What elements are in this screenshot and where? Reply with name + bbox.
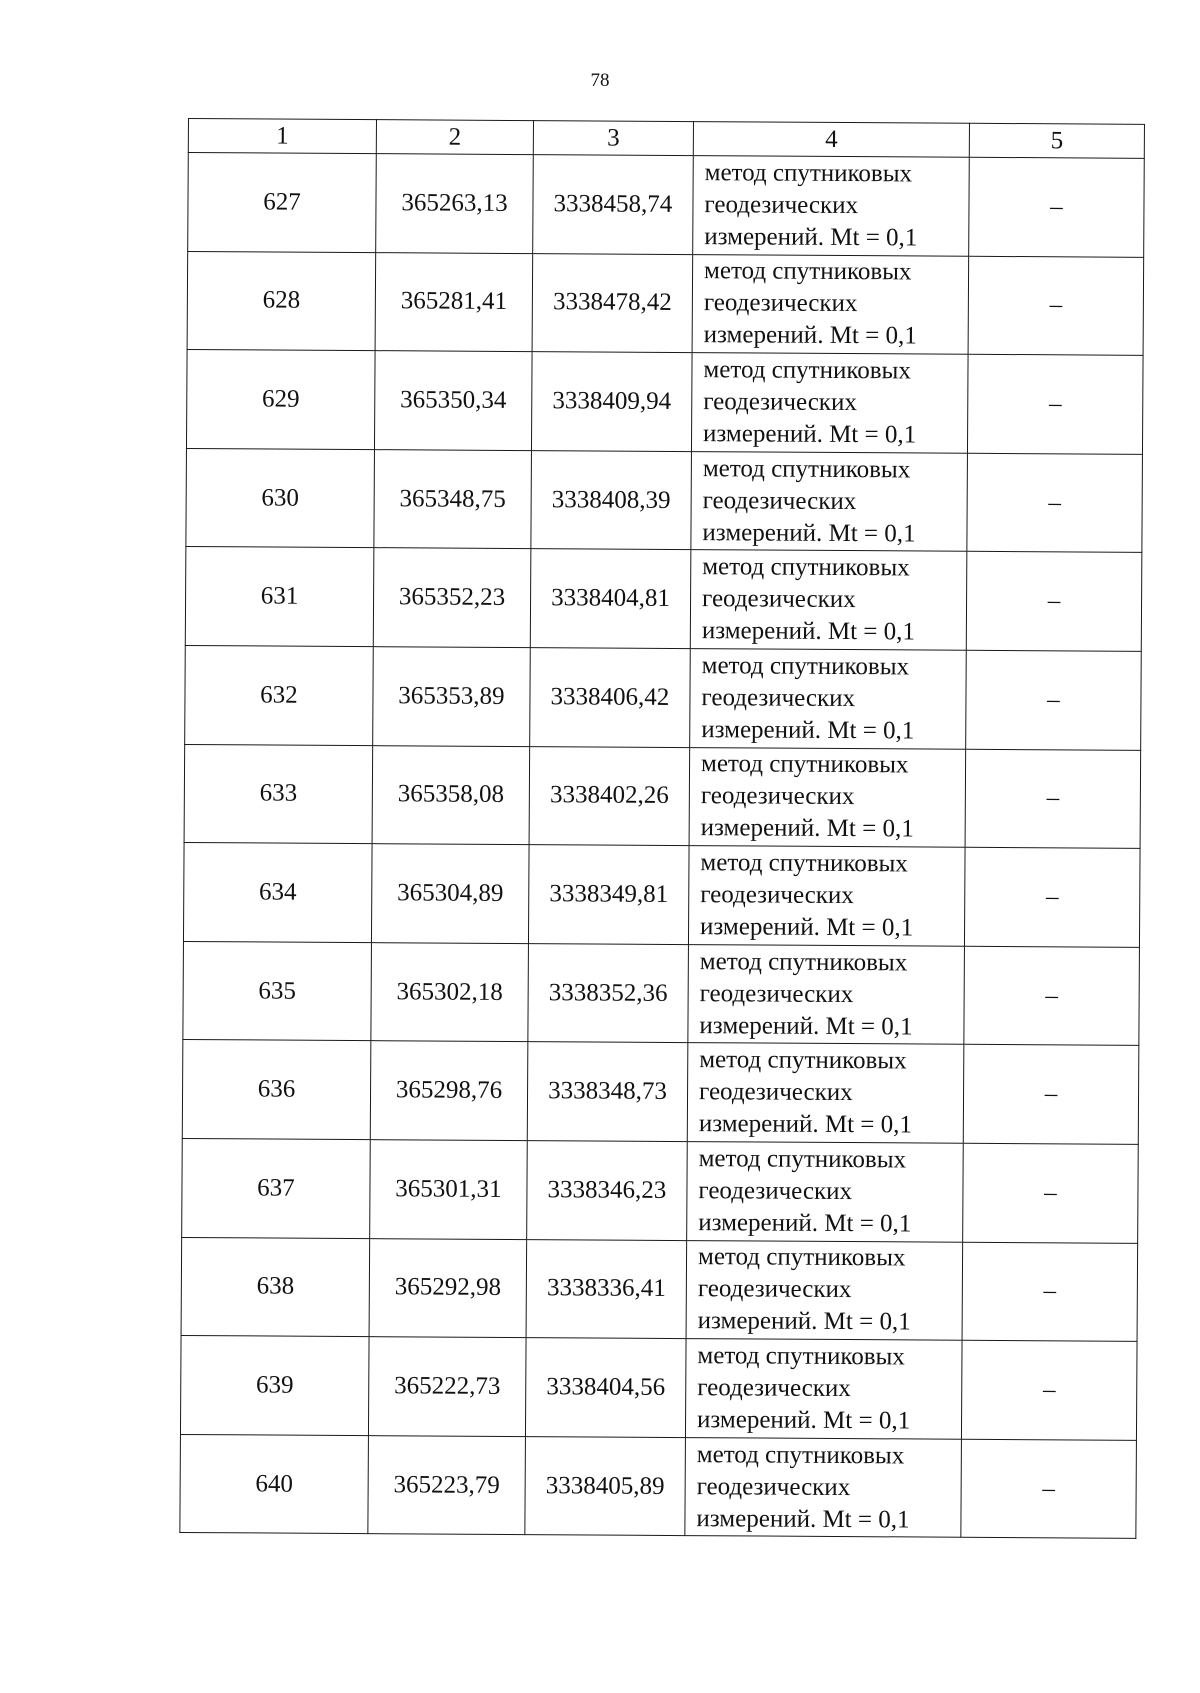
method-line: геодезических	[703, 388, 857, 417]
method-line: метод спутниковых	[702, 553, 910, 582]
method-line: геодезических	[698, 1176, 853, 1205]
point-number-cell: 640	[180, 1434, 369, 1534]
y-coordinate-cell: 3338352,36	[528, 943, 689, 1043]
table-row	[182, 1138, 1139, 1242]
method-line: измерений. Mt = 0,1	[696, 1406, 911, 1435]
point-number-cell: 633	[184, 744, 373, 844]
coordinates-table	[179, 118, 1145, 1539]
x-coordinate-cell: 365358,08	[372, 745, 530, 845]
x-coordinate-cell: 365353,89	[373, 647, 531, 747]
note-cell: –	[963, 1143, 1139, 1243]
method-line: метод спутниковых	[699, 947, 908, 976]
header-cell-col5: 5	[969, 123, 1144, 158]
x-coordinate-cell: 365304,89	[371, 844, 529, 944]
table-row	[187, 251, 1144, 355]
table-row	[180, 1434, 1137, 1538]
note-cell: –	[963, 1045, 1139, 1145]
y-coordinate-cell: 3338346,23	[527, 1141, 688, 1241]
table-row	[185, 547, 1142, 651]
point-number-cell: 631	[185, 547, 374, 647]
x-coordinate-cell: 365348,75	[374, 449, 532, 549]
method-cell	[689, 747, 966, 847]
header-cell-col4: 4	[693, 122, 969, 158]
method-cell	[690, 649, 967, 749]
method-line: измерений. Mt = 0,1	[698, 1110, 913, 1139]
page-number: 78	[590, 70, 610, 91]
method-cell	[688, 944, 965, 1044]
method-line: измерений. Mt = 0,1	[701, 617, 916, 646]
method-cell	[687, 1043, 964, 1143]
point-number-cell: 639	[180, 1336, 369, 1436]
point-number-cell: 634	[183, 843, 372, 943]
note-cell: –	[961, 1439, 1137, 1539]
point-number-cell: 630	[186, 448, 375, 548]
method-line: геодезических	[697, 1374, 851, 1402]
x-coordinate-cell: 365292,98	[369, 1238, 527, 1338]
note-cell: –	[964, 847, 1140, 947]
method-line: геодезических	[697, 1275, 852, 1304]
method-line: измерений. Mt = 0,1	[698, 1208, 912, 1238]
table-row	[186, 448, 1143, 552]
y-coordinate-cell: 3338402,26	[529, 746, 690, 846]
point-number-cell: 635	[183, 941, 372, 1041]
note-cell: –	[962, 1242, 1138, 1342]
header-cell-col1: 1	[188, 119, 376, 154]
method-line: геодезических	[696, 1472, 851, 1501]
method-line: измерений. Mt = 0,1	[704, 222, 918, 252]
table-row	[183, 843, 1140, 947]
method-cell	[690, 550, 967, 650]
method-cell	[688, 846, 965, 946]
y-coordinate-cell: 3338404,81	[530, 549, 691, 649]
note-cell: –	[969, 157, 1145, 257]
y-coordinate-cell: 3338336,41	[526, 1239, 687, 1339]
method-cell	[687, 1142, 964, 1242]
method-line: метод спутниковых	[703, 356, 911, 385]
x-coordinate-cell: 365263,13	[376, 154, 534, 254]
method-line: геодезических	[700, 782, 855, 811]
method-line: метод спутниковых	[703, 257, 912, 286]
method-line: геодезических	[700, 881, 854, 910]
method-line: геодезических	[703, 289, 858, 318]
note-cell: –	[967, 354, 1143, 454]
method-line: измерений. Mt = 0,1	[702, 420, 917, 449]
point-number-cell: 632	[185, 645, 374, 745]
method-line: геодезических	[702, 486, 857, 515]
method-line: метод спутниковых	[702, 454, 911, 483]
point-number-cell: 637	[182, 1138, 371, 1238]
y-coordinate-cell: 3338458,74	[533, 155, 694, 255]
method-line: измерений. Mt = 0,1	[697, 1307, 911, 1336]
method-cell	[691, 353, 968, 453]
method-line: геодезических	[699, 979, 854, 1008]
y-coordinate-cell: 3338348,73	[527, 1042, 688, 1142]
method-line: геодезических	[704, 190, 859, 219]
method-cell	[686, 1240, 963, 1340]
y-coordinate-cell: 3338408,39	[531, 450, 692, 550]
header-cell-col3: 3	[533, 121, 693, 156]
table-body	[180, 153, 1144, 1539]
method-line: измерений. Mt = 0,1	[696, 1504, 910, 1533]
table-row	[183, 941, 1140, 1045]
table-header	[188, 119, 1144, 159]
table-row	[188, 153, 1145, 257]
method-line: метод спутниковых	[701, 651, 910, 681]
point-number-cell: 628	[187, 251, 376, 351]
note-cell: –	[966, 552, 1142, 652]
method-cell	[693, 156, 970, 256]
method-line: измерений. Mt = 0,1	[701, 715, 915, 745]
note-cell: –	[967, 453, 1143, 553]
x-coordinate-cell: 365281,41	[375, 252, 533, 352]
header-cell-col2: 2	[376, 120, 533, 155]
method-cell	[685, 1339, 962, 1439]
table-row	[181, 1237, 1138, 1341]
method-line: метод спутниковых	[697, 1342, 905, 1371]
y-coordinate-cell: 3338406,42	[530, 648, 691, 748]
method-line: метод спутниковых	[699, 1046, 907, 1075]
method-line: метод спутниковых	[700, 750, 909, 779]
note-cell: –	[965, 749, 1141, 849]
method-line: геодезических	[698, 1078, 853, 1107]
method-cell	[685, 1437, 962, 1537]
method-line: измерений. Mt = 0,1	[700, 814, 914, 843]
x-coordinate-cell: 365298,76	[370, 1041, 528, 1141]
table-row	[186, 350, 1143, 454]
point-number-cell: 627	[188, 153, 377, 253]
method-line: геодезических	[701, 585, 856, 614]
method-line: измерений. Mt = 0,1	[699, 913, 914, 942]
y-coordinate-cell: 3338409,94	[531, 352, 692, 452]
y-coordinate-cell: 3338404,56	[525, 1338, 686, 1438]
x-coordinate-cell: 365302,18	[371, 942, 529, 1042]
point-number-cell: 629	[186, 350, 375, 450]
x-coordinate-cell: 365352,23	[373, 548, 531, 648]
point-number-cell: 638	[181, 1237, 370, 1337]
method-line: метод спутниковых	[700, 849, 908, 878]
y-coordinate-cell: 3338478,42	[532, 253, 693, 353]
table-row	[180, 1336, 1137, 1440]
y-coordinate-cell: 3338349,81	[528, 845, 689, 945]
method-line: измерений. Mt = 0,1	[699, 1011, 913, 1040]
point-number-cell: 636	[182, 1040, 371, 1140]
note-cell: –	[966, 650, 1142, 750]
x-coordinate-cell: 365301,31	[370, 1140, 528, 1240]
method-line: метод спутниковых	[697, 1243, 906, 1272]
note-cell: –	[961, 1340, 1137, 1440]
table-row	[182, 1040, 1139, 1144]
table-row	[185, 645, 1142, 749]
note-cell: –	[968, 256, 1144, 356]
method-line: измерений. Mt = 0,1	[702, 518, 916, 548]
x-coordinate-cell: 365223,79	[368, 1435, 526, 1535]
note-cell: –	[964, 946, 1140, 1046]
table-row	[184, 744, 1141, 848]
header-row	[188, 119, 1144, 159]
x-coordinate-cell: 365222,73	[368, 1337, 526, 1437]
x-coordinate-cell: 365350,34	[374, 351, 532, 451]
y-coordinate-cell: 3338405,89	[525, 1436, 686, 1536]
method-line: метод спутниковых	[704, 158, 913, 188]
method-line: измерений. Mt = 0,1	[703, 321, 917, 350]
method-line: геодезических	[701, 683, 856, 712]
method-cell	[692, 254, 969, 354]
method-cell	[691, 451, 968, 551]
method-line: метод спутниковых	[696, 1440, 905, 1469]
method-line: метод спутниковых	[698, 1144, 907, 1174]
